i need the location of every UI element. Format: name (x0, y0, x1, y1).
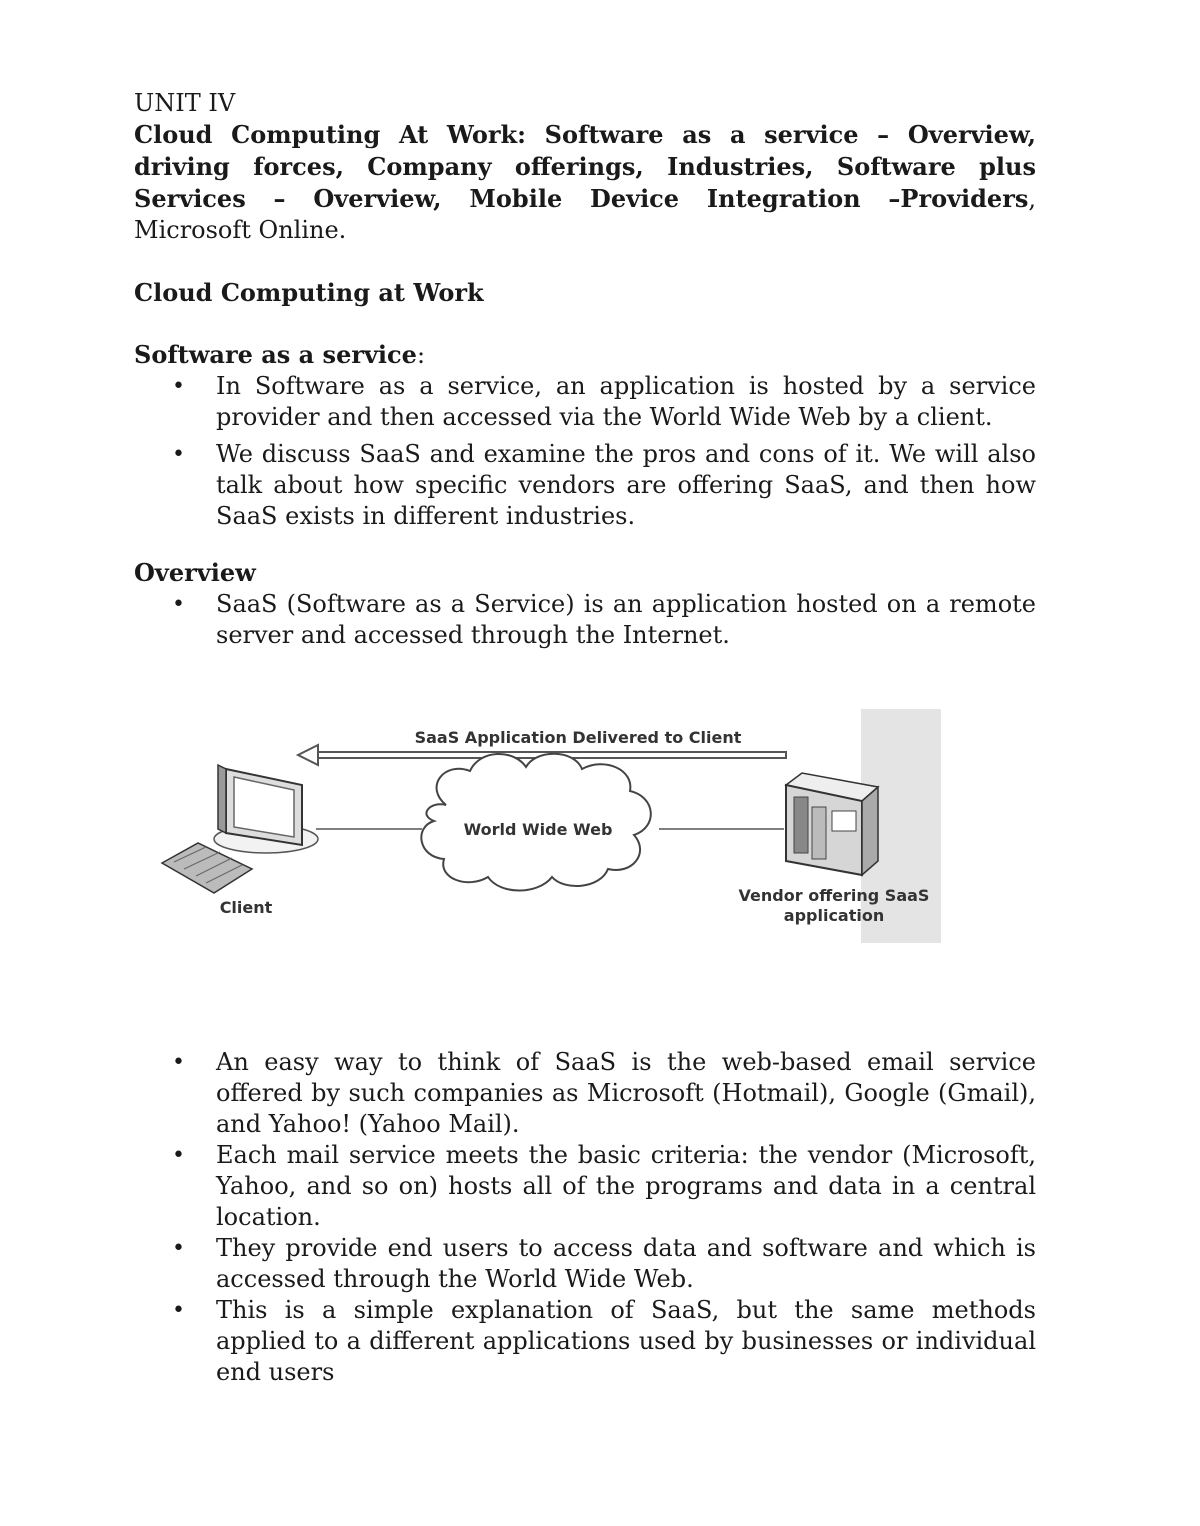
list-item: • SaaS (Software as a Service) is an application hosted on a remote server and accessed through the Internet. (134, 589, 1036, 651)
section-title: Cloud Computing at Work (134, 278, 484, 307)
vendor-label-line2: application (783, 906, 885, 925)
client-computer-icon (214, 765, 318, 853)
examples-bullet-list (134, 1047, 1036, 1388)
document-content (134, 88, 1036, 1388)
unit-title: UNIT IV (134, 89, 236, 117)
list-item: • We discuss SaaS and examine the pros and cons of it. We will also talk about how specific vendors are offering SaaS, and then how SaaS exists in different industries. (134, 439, 1036, 532)
client-label: Client (219, 898, 273, 917)
list-item: • This is a simple explanation of SaaS, but the same methods applied to a different applications used by businesses or individual end users (134, 1295, 1036, 1388)
arrow-label: SaaS Application Delivered to Client (414, 728, 742, 747)
list-item: • Each mail service meets the basic criteria: the vendor (Microsoft, Yahoo, and so on) hosts all of the programs and data in a central location. (134, 1140, 1036, 1233)
saas-heading-text: Software as a service (134, 340, 417, 369)
saas-bullet-list (134, 371, 1036, 532)
list-item: • In Software as a service, an application is hosted by a service provider and then accessed via the World Wide Web by a client. (134, 371, 1036, 433)
overview-heading-text: Overview (134, 558, 256, 587)
saas-diagram-svg (134, 657, 1036, 1047)
cloud-label: World Wide Web (463, 820, 613, 839)
overview-heading (134, 557, 1036, 589)
server-icon (786, 773, 878, 875)
vendor-label-line1: Vendor offering SaaS (738, 886, 930, 905)
delivery-arrow-head (298, 745, 318, 765)
list-item: • They provide end users to access data and software and which is accessed through the World Wide Web. (134, 1233, 1036, 1295)
saas-diagram (134, 657, 1036, 1047)
unit-topics-bold: Cloud Computing At Work: Software as a service – Overview, driving forces, Company offerings, Industries, Software plus Services – Overview, Mobile Device Integration –Providers (134, 120, 1036, 213)
unit-topics-normal: , Microsoft Online. (134, 185, 1036, 244)
overview-bullet-list (134, 589, 1036, 651)
unit-topics (134, 119, 1036, 246)
saas-heading (134, 339, 1036, 371)
saas-heading-colon: : (416, 341, 426, 369)
list-item: • An easy way to think of SaaS is the web-based email service offered by such companies as Microsoft (Hotmail), Google (Gmail), and Yahoo! (Yahoo Mail). (134, 1047, 1036, 1140)
